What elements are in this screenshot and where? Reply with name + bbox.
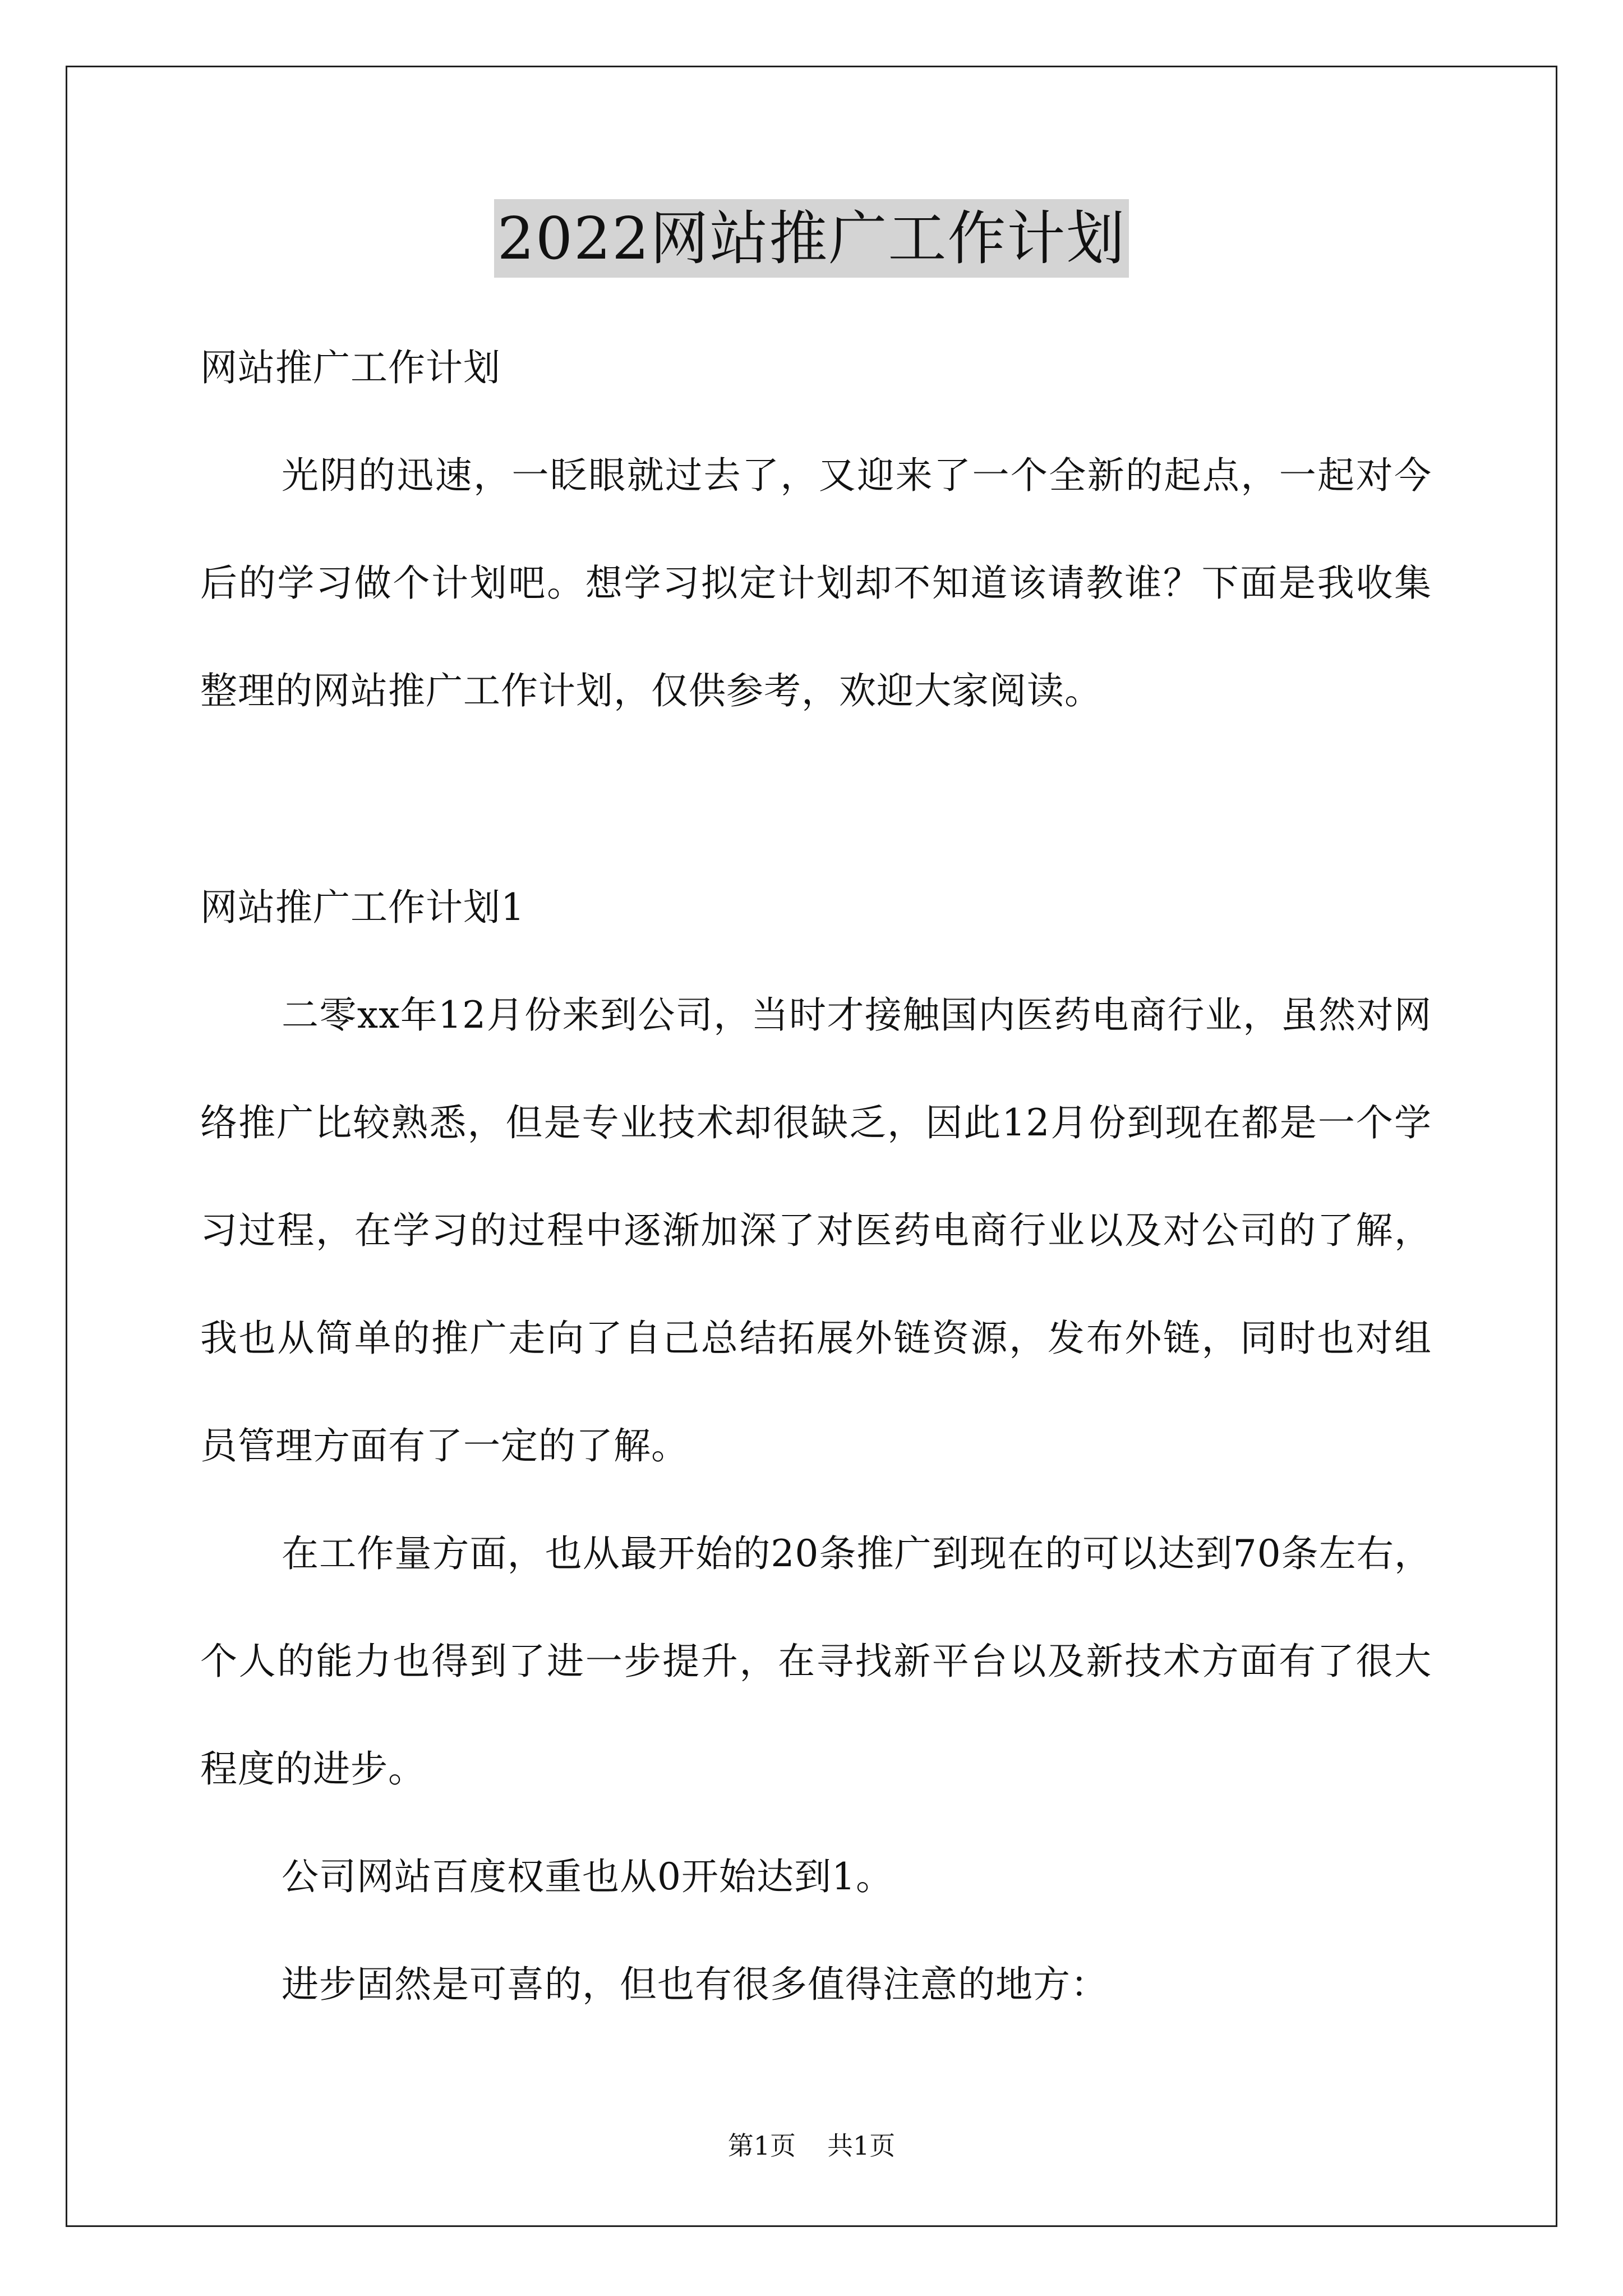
page-footer xyxy=(0,2129,1623,2162)
page-total: 共1页 xyxy=(827,2131,896,2161)
body-paragraph: 在工作量方面，也从最开始的20条推广到现在的可以达到70条左右，个人的能力也得到了进一步提升，在寻找新平台以及新技术方面有了很大程度的进步。 xyxy=(200,1532,1432,1791)
title-container xyxy=(0,199,1623,278)
body-paragraph: 进步固然是可喜的，但也有很多值得注意的地方： xyxy=(282,1963,1108,2006)
page-number: 第1页 xyxy=(727,2131,796,2161)
body-paragraph: 二零xx年12月份来到公司，当时才接触国内医药电商行业，虽然对网络推广比较熟悉，但是专业技术却很缺乏，因此12月份到现在都是一个学习过程，在学习的过程中逐渐加深了对医药电商行业以及对公司的了解，我也从简单的推广走向了自己总结拓展外链资源，发布外链，同时也对组员管理方面有了一定的了解。 xyxy=(200,993,1432,1467)
intro-paragraph: 光阴的迅速，一眨眼就过去了，又迎来了一个全新的起点，一起对今后的学习做个计划吧。想学习拟定计划却不知道该请教谁？下面是我收集整理的网站推广工作计划，仅供参考，欢迎大家阅读。 xyxy=(200,454,1432,712)
section-heading: 网站推广工作计划 xyxy=(200,346,501,389)
document-body xyxy=(200,314,1432,2039)
section-heading-1: 网站推广工作计划1 xyxy=(200,886,525,929)
document-title: 2022网站推广工作计划 xyxy=(494,199,1129,278)
body-paragraph: 公司网站百度权重也从0开始达到1。 xyxy=(282,1855,893,1898)
